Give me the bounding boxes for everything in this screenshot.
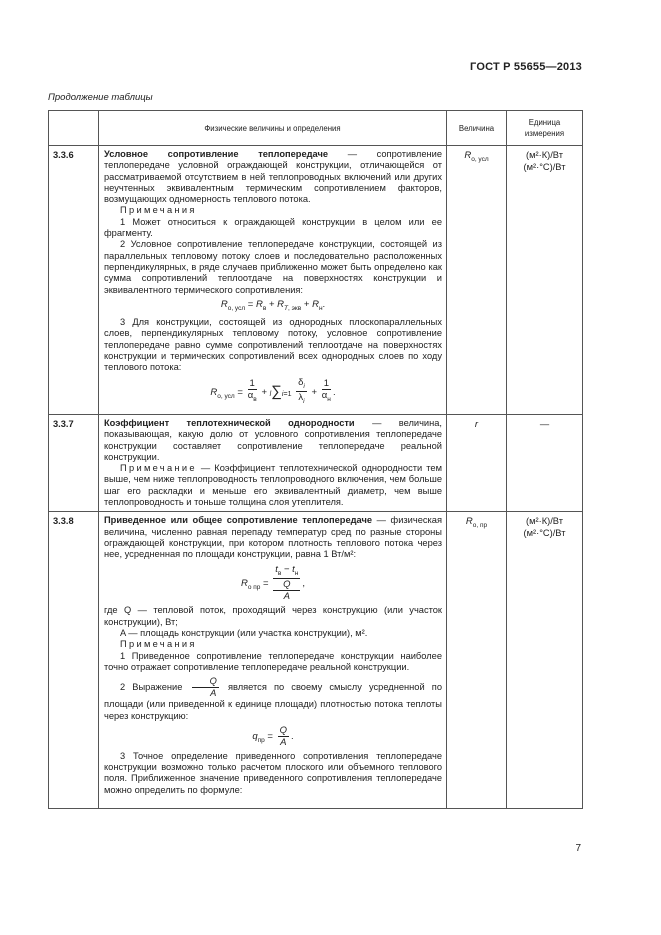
row-symbol: $R_{о, пр}$: [447, 512, 507, 809]
row-symbol: $R_{о, усл}$: [447, 146, 507, 415]
where-text: A — площадь конструкции (или участка конструкции), м².: [120, 628, 368, 639]
row-number: 3.3.8: [49, 512, 99, 809]
row-unit: —: [507, 415, 583, 512]
table-row: [49, 512, 583, 809]
header-number: [49, 111, 99, 146]
header-unit: Единица измерения: [507, 111, 583, 146]
note-text: — Коэффициент теплотехнической однородности тем выше, чем ниже теплопроводность теплопроводного включения, чем больше шаг его раскладки и меньше его эквивалентный диаметр, чем выше теплопроводность и тоньше толщина слоя утеплителя.: [104, 463, 442, 508]
row-definition: [99, 512, 447, 809]
note-text: 2 Условное сопротивление теплопередаче конструкции, состоящей из параллельных тепловому потоку слоев и последовательно расположенных перпендикулярных, в ряде случаев приближенно может быть определено как сумма сопротивлений теплоотдаче на поверхностях конструкции и эквивалентного термического сопротивления:: [104, 239, 442, 295]
header-symbol: Величина: [447, 111, 507, 146]
document-standard-header: ГОСТ Р 55655—2013: [470, 61, 582, 73]
note-text: 3 Для конструкции, состоящей из однородных плоскопараллельных слоев, перпендикулярных тепловому потоку, условное сопротивление теплопередаче равно сумме сопротивлений теплоотдаче на поверхностях конструкции и термических сопротивлений всех однородных слоев по ходу теплового потока:: [104, 317, 442, 373]
row-symbol: r: [447, 415, 507, 512]
page-number: 7: [575, 843, 581, 854]
table-header-row: [49, 111, 583, 146]
table-row: [49, 146, 583, 415]
note-heading: Примечание: [120, 463, 197, 474]
formula: $R_{о, усл} = R_в + R_{T, экв} + R_н$.: [220, 298, 326, 312]
row-number: 3.3.6: [49, 146, 99, 415]
table-continuation-label: Продолжение таблицы: [48, 92, 153, 103]
term: Условное сопротивление теплопередаче: [104, 149, 329, 159]
row-unit: (м²·К)/Вт (м²·°С)/Вт: [507, 146, 583, 415]
formula: $q_{пр}$ = $\frac{Q}{A}$ .: [252, 724, 294, 748]
row-number: 3.3.7: [49, 415, 99, 512]
row-definition: [99, 415, 447, 512]
definitions-table: [48, 110, 583, 809]
header-definition: Физические величины и определения: [99, 111, 447, 146]
note-heading: Примечания: [120, 205, 197, 216]
note-text: 2 Выражение $\frac{Q}{A}$ является по своему смыслу усредненной по площади (или приведенной к единице площади) плотностью потока теплоты через конструкцию:: [104, 676, 442, 721]
definition-text: — величина, показывающая, какую долю от условного сопротивления теплопередаче конструкции составляет сопротивление теплопередаче реальной конструкции.: [104, 418, 443, 462]
term: Приведенное или общее сопротивление теплопередаче: [104, 515, 373, 526]
table-row: [49, 415, 583, 512]
formula: $R_{о, усл}$ = $\frac{1}{\alpha_в}$ + l∑i=1 $\frac{\delta_i}{\lambda_i}$ + $\frac{1}{\alpha_н}$ .: [210, 376, 336, 406]
definition-text: — физическая величина, численно равная перепаду температур сред по разные стороны ограждающей конструкции, при котором плотность теплового потока через нее, усредненная по площади конструкции, равна 1 Вт/м²:: [104, 515, 442, 560]
note-text: 1 Приведенное сопротивление теплопередаче конструкции наиболее точно отражает сопротивление теплопередаче реальной конструкции.: [104, 650, 442, 672]
row-unit: (м²·К)/Вт (м²·°С)/Вт: [507, 512, 583, 809]
note-text: 1 Может относиться к ограждающей конструкции в целом или ее фрагменту.: [104, 216, 442, 239]
definition-text: — сопротивление теплопередаче условной ограждающей конструкции, отличающейся от рассматриваемой отсутствием в ней теплопроводных включений или других неучтенных эквивалентным термическим сопротивлением факторов, возмущающих одномерность теплового потока.: [104, 149, 442, 205]
note-heading: Примечания: [120, 639, 197, 650]
term: Коэффициент теплотехнической однородности: [104, 418, 355, 428]
note-text: 3 Точное определение приведенного сопротивления теплопередаче конструкции возможно только расчетом плоского или объемного теплового поля. Приближенное значение приведенного сопротивления теплопередаче можно определить по формуле:: [104, 750, 442, 795]
formula: $R_{о пр}$ = $t_в - t_н$ Q A ,: [240, 563, 306, 603]
where-text: где Q — тепловой поток, проходящий через конструкцию (или участок конструкции), Вт;: [104, 605, 442, 627]
row-definition: [99, 146, 447, 415]
